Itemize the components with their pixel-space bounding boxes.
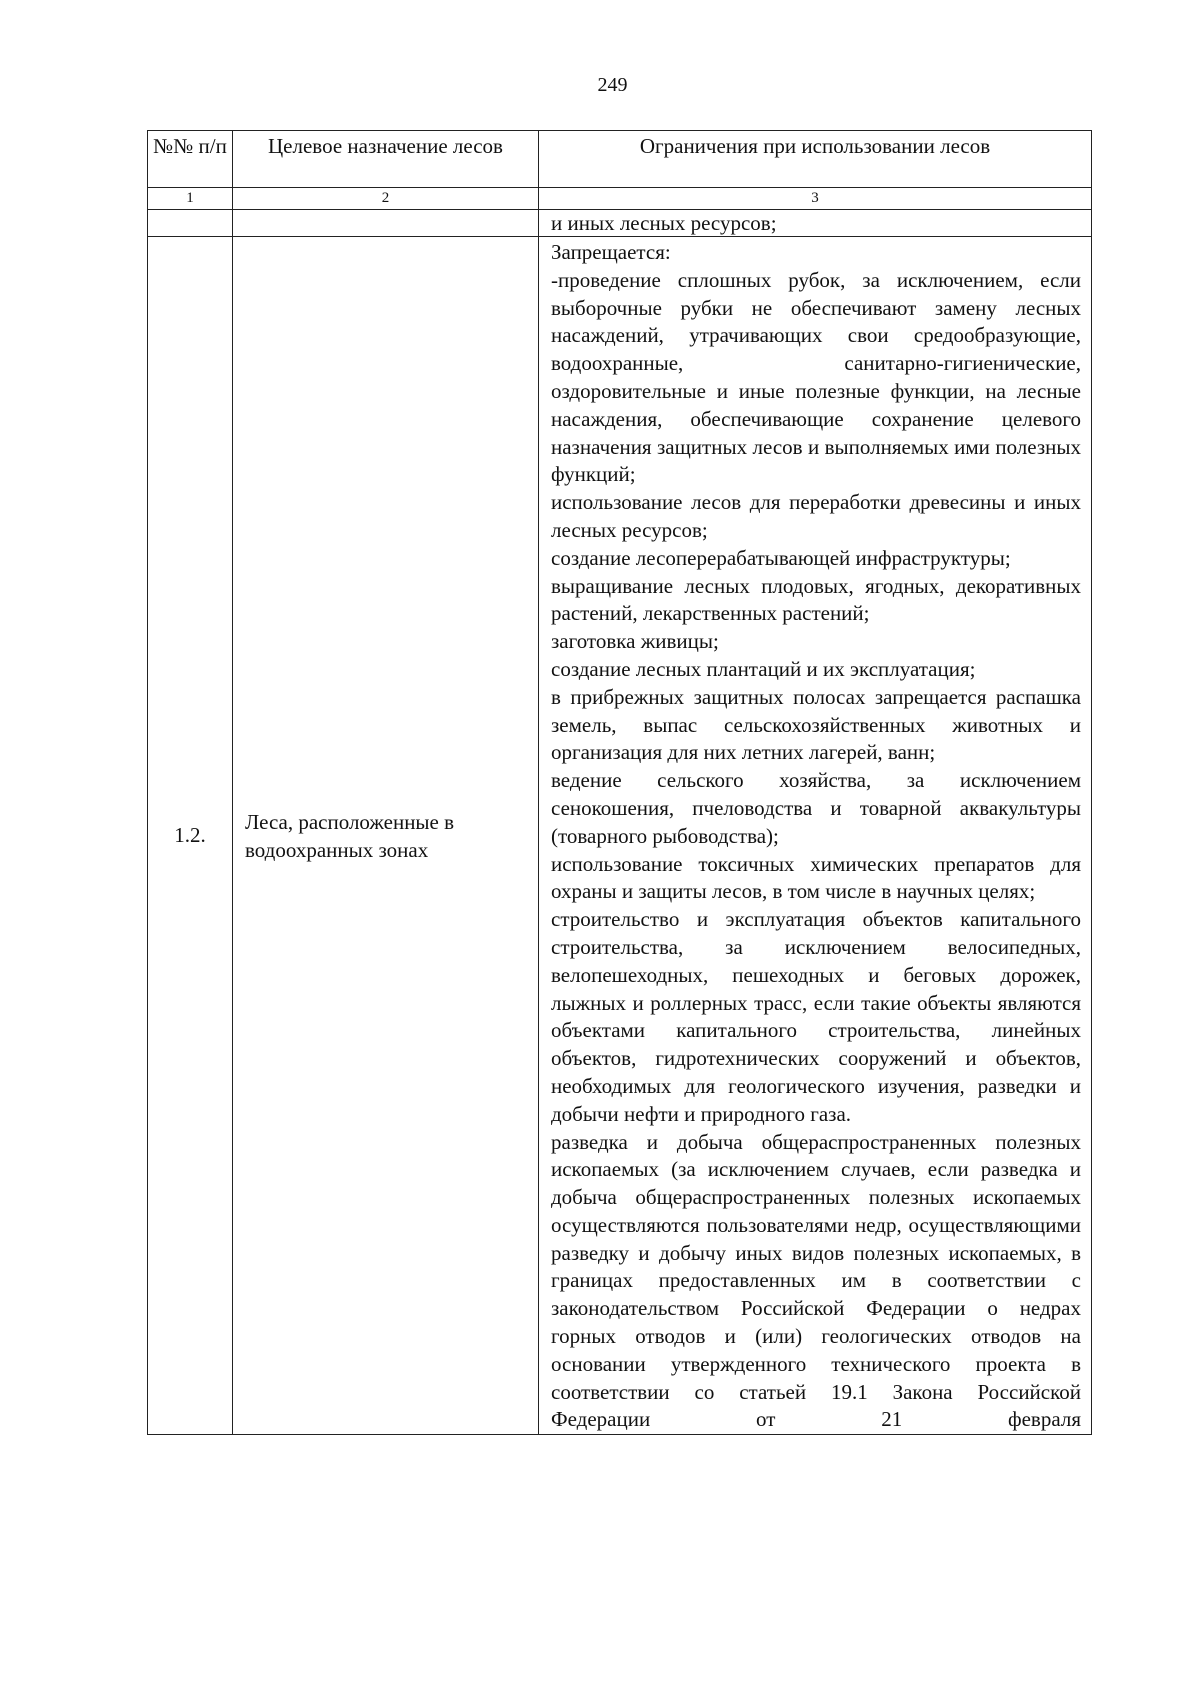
empty-cell — [148, 210, 233, 237]
column-number: 2 — [233, 188, 539, 210]
continuation-text: и иных лесных ресурсов; — [551, 211, 777, 235]
row-number: 1.2. — [148, 237, 233, 1435]
empty-cell — [233, 210, 539, 237]
page-number: 249 — [597, 74, 628, 96]
restriction-item: строительство и эксплуатация объектов капитального строительства, за исключением велосипедных, велопешеходных, пешеходных и беговых дорожек, лыжных и роллерных трасс, если такие объекты являются объектами капитального строительства, линейных объектов, гидротехнических сооружений и объектов, необходимых для геологического изучения, разведки и добычи нефти и природного газа. — [551, 907, 1081, 1126]
restriction-item: выращивание лесных плодовых, ягодных, декоративных растений, лекарственных растений; — [551, 573, 1081, 626]
column-number: 1 — [148, 188, 233, 210]
header-restrictions: Ограничения при использовании лесов — [539, 131, 1092, 188]
header-number: №№ п/п — [148, 131, 233, 188]
column-number: 3 — [539, 188, 1092, 210]
forest-restrictions-table — [147, 130, 1092, 1435]
restriction-item: использование лесов для переработки древесины и иных лесных ресурсов; — [551, 490, 1081, 542]
restriction-item: заготовка живицы; — [551, 629, 719, 654]
continuation-cell — [539, 210, 1092, 237]
continuation-row — [148, 210, 1092, 237]
restriction-item: ведение сельского хозяйства, за исключением сенокошения, пчеловодства и товарной аквакультуры (товарного рыбоводства); — [551, 768, 1081, 848]
restriction-item: Запрещается: — [551, 240, 671, 264]
restriction-item: -проведение сплошных рубок, за исключением, если выборочные рубки не обеспечивают замену лесных насаждений, утрачивающих свои средообразующие, водоохранные, санитарно-гигиенические, оздоровительные и иные полезные функции, на лесные насаждения, обеспечивающие сохранение целевого назначения защитных лесов и выполняемых ими полезных функций; — [551, 267, 1081, 487]
restriction-item: использование токсичных химических препаратов для охраны и защиты лесов, в том числе в научных целях; — [551, 851, 1081, 904]
restriction-item: в прибрежных защитных полосах запрещается распашка земель, выпас сельскохозяйственных животных и организация для них летних лагерей, ванн; — [551, 684, 1081, 765]
header-purpose: Целевое назначение лесов — [233, 131, 539, 188]
forest-purpose: Леса, расположенные в водоохранных зонах — [233, 237, 539, 1435]
table-row — [148, 237, 1092, 1435]
restriction-item: создание лесных плантаций и их эксплуатация; — [551, 656, 976, 681]
restriction-item: разведка и добыча общераспространенных полезных ископаемых (за исключением случаев, если разведка и добыча общераспространенных полезных ископаемых осуществляются пользователями недр, осуществляющими разведку и добычу иных видов полезных ископаемых, в границах предоставленных им в соответствии с законодательством Российской Федерации о недрах горных отводов и (или) геологических отводов на основании утвержденного технического проекта в соответствии со статьей 19.1 Закона Российской Федерации от 21 февраля — [551, 1129, 1081, 1432]
restriction-item: создание лесоперерабатывающей инфраструктуры; — [551, 545, 1011, 570]
column-number-row — [148, 188, 1092, 210]
table-header-row — [148, 131, 1092, 188]
restrictions-cell — [539, 237, 1092, 1435]
